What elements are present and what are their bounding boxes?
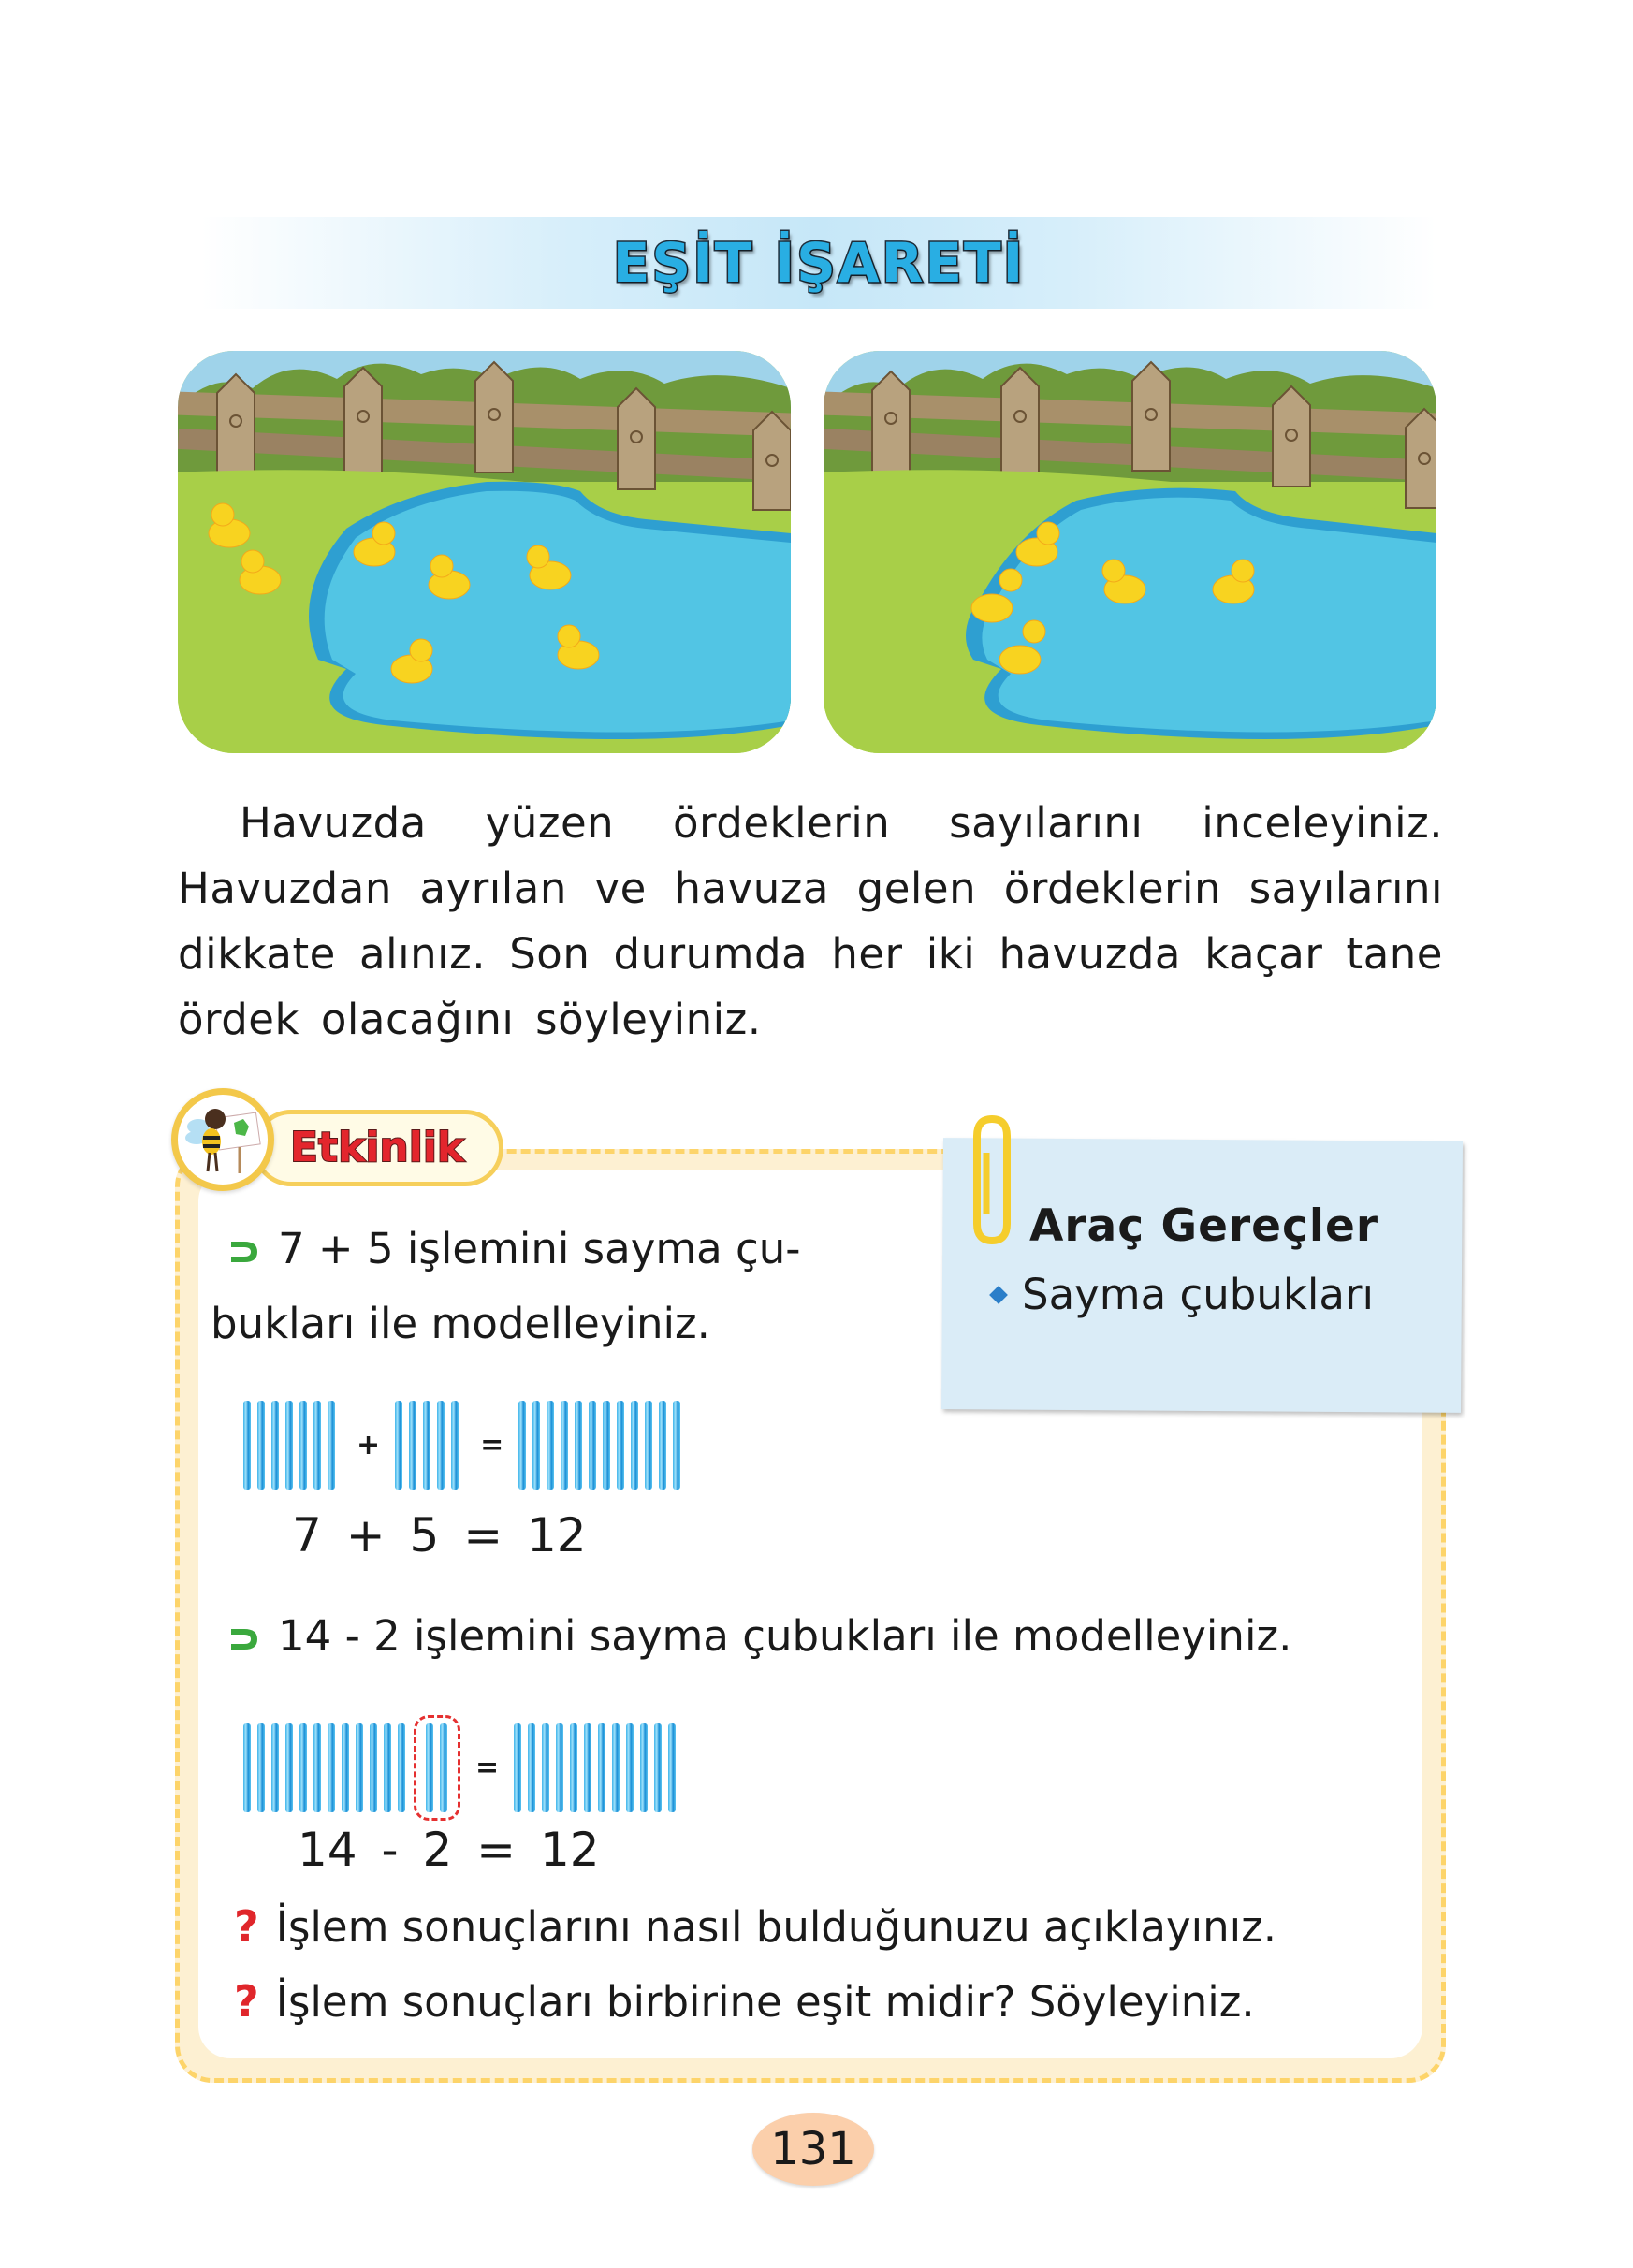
- bullet-diamond-icon: [989, 1286, 1008, 1304]
- pond-scene-before: [178, 351, 791, 753]
- pond-illustration: [178, 351, 791, 753]
- sticks-model-addition: [243, 1401, 687, 1490]
- sticks-model-subtraction: [243, 1715, 682, 1821]
- sticks-group-12: [518, 1401, 687, 1490]
- task1-line1: 7 + 5 işlemini sayma çu-: [227, 1224, 801, 1273]
- removed-sticks-box: [414, 1715, 460, 1821]
- page-number: 131: [752, 2113, 874, 2186]
- green-arrow-icon: [227, 1625, 261, 1653]
- sticks-group-7: [243, 1401, 342, 1490]
- pond-illustration: [824, 351, 1436, 753]
- question-mark-icon: ?: [234, 1901, 259, 1952]
- task2-line: 14 - 2 işlemini sayma çubukları ile modelleyiniz.: [227, 1611, 1291, 1661]
- materials-title: Araç Gereçler: [1029, 1200, 1379, 1252]
- equation-subtraction: 14 - 2 = 12: [298, 1823, 600, 1877]
- paperclip-icon: [964, 1112, 1020, 1247]
- title-band: [201, 217, 1436, 309]
- materials-item: Sayma çubukları: [992, 1270, 1374, 1319]
- paragraph-text: Havuzda yüzen ördeklerin sayılarını inceleyiniz. Havuzdan ayrılan ve havuza gelen ördeklerin sayılarını dikkate alınız. Son durumda her iki havuzda kaçar tane ördek olacağını söyleyiniz.: [178, 798, 1443, 1044]
- page-title: EŞİT İŞARETİ: [612, 231, 1026, 295]
- question-mark-icon: ?: [234, 1976, 259, 2027]
- plus-sign: +: [357, 1429, 381, 1461]
- question-2: ? İşlem sonuçları birbirine eşit midir? Söyleyiniz.: [234, 1976, 1255, 2027]
- sticks-group-12-result: [514, 1723, 682, 1812]
- activity-badge-label: Etkinlik: [290, 1124, 465, 1171]
- sticks-group-5: [395, 1401, 465, 1490]
- equals-sign: =: [480, 1429, 504, 1461]
- green-arrow-icon: [227, 1238, 261, 1266]
- pond-scene-after: [824, 351, 1436, 753]
- equals-sign: =: [475, 1752, 500, 1784]
- equation-addition: 7 + 5 = 12: [292, 1508, 587, 1563]
- task1-line2: bukları ile modelleyiniz.: [211, 1299, 710, 1348]
- instruction-paragraph: [178, 791, 1443, 1053]
- question-1: ? İşlem sonuçlarını nasıl bulduğunuzu açıklayınız.: [234, 1901, 1277, 1952]
- bee-mascot-icon: [171, 1088, 274, 1191]
- sticks-group-12-kept: [243, 1723, 412, 1812]
